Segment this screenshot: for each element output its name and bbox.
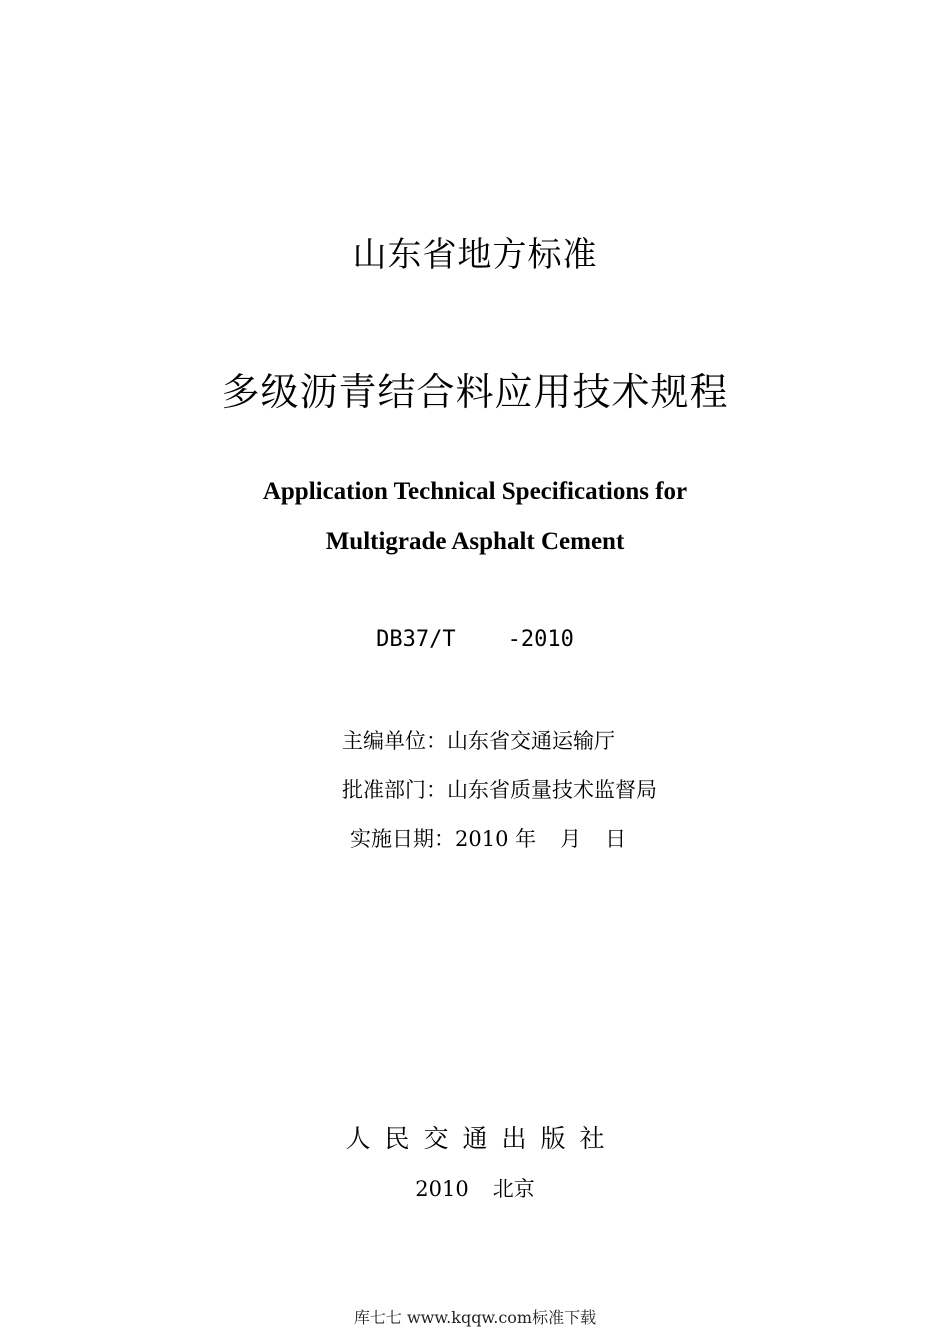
editor-value: 山东省交通运输厅: [447, 729, 615, 753]
standard-code-year: -2010: [507, 627, 574, 652]
publication-year: 2010: [415, 1177, 469, 1201]
date-label: 实施日期：: [350, 827, 455, 851]
editor-label: 主编单位：: [342, 729, 447, 753]
date-month: 月: [560, 827, 582, 851]
approver-value: 山东省质量技术监督局: [447, 778, 657, 802]
date-year: 2010 年: [455, 827, 537, 851]
implementation-date-row: [350, 824, 626, 854]
document-title-chinese: 多级沥青结合料应用技术规程: [221, 370, 729, 414]
standard-type-heading: 山东省地方标准: [352, 235, 598, 275]
approver-row: [342, 775, 657, 805]
editor-row: [342, 726, 615, 756]
date-day: 日: [605, 827, 627, 851]
footer-watermark: 库七七 www.kqqw.com标准下载: [353, 1308, 597, 1327]
approver-label: 批准部门：: [342, 778, 447, 802]
document-title-english-line2: Multigrade Asphalt Cement: [325, 528, 625, 555]
document-title-english-line1: Application Technical Specifications for: [262, 478, 688, 505]
publication-line: [0, 1174, 950, 1204]
publisher-name: 人民交通出版社: [345, 1124, 619, 1153]
publication-city: 北京: [492, 1177, 535, 1201]
standard-code-prefix: DB37/T: [376, 627, 456, 652]
standard-code: [0, 624, 950, 656]
